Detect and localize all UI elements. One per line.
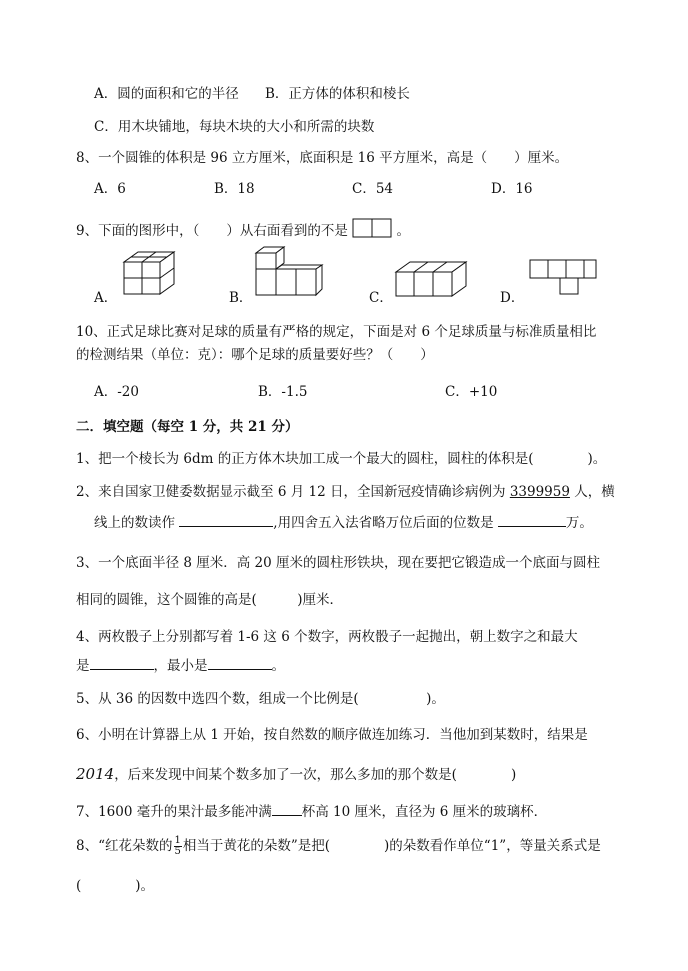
fill-q4-end: 。 <box>271 658 285 674</box>
fraction-numerator: 1 <box>174 835 181 846</box>
fill-q2-line1 <box>76 480 615 500</box>
fill-q7-text-end: 杯高 10 厘米，直径为 6 厘米的玻璃杯． <box>301 804 548 820</box>
fill-q4-min-label: ，最小是 <box>153 658 208 674</box>
fill-q3-line1: 3、一个底面半径 8 厘米．高 20 厘米的圆柱形铁块，现在要把它锻造成一个底面与圆柱 <box>76 555 601 571</box>
fraction <box>174 836 182 857</box>
section-title: 二．填空题（每空 1 分，共 21 分） <box>76 419 299 435</box>
q9-stem-text: 9、下面的图形中，（ ）从右面看到的不是 <box>76 223 348 239</box>
cube-figure-c <box>392 258 472 298</box>
fraction-denominator: 5 <box>174 846 181 857</box>
fill-q8-line2: ( )。 <box>76 878 155 894</box>
fill-q4-max-label: 是 <box>76 658 90 674</box>
fill-q4-line2 <box>76 654 285 674</box>
fill-q2-line2 <box>94 511 593 531</box>
fill-q6-line2 <box>76 763 516 783</box>
fill-q2-text-end: 人，横 <box>569 484 615 500</box>
q10-option-a: A．-20 <box>94 384 139 400</box>
answer-blank-max[interactable] <box>90 656 154 670</box>
fill-q8-text-end: 相当于黄花的朵数”是把( )的朵数看作单位“1”，等量关系式是 <box>182 838 601 854</box>
fill-q2-unit: 万。 <box>565 515 593 531</box>
fill-q5: 5、从 36 的因数中选四个数，组成一个比例是( )。 <box>76 691 445 707</box>
fill-q2-read-label: 线上的数读作 <box>94 515 180 531</box>
underlined-number: 3399959 <box>509 484 570 500</box>
q8-stem: 8、一个圆锥的体积是 96 立方厘米，底面积是 16 平方厘米，高是（ ）厘米。 <box>76 150 569 166</box>
q10-line1: 10、正式足球比赛对足球的质量有严格的规定，下面是对 6 个足球质量与标准质量相比 <box>76 324 597 340</box>
q8-option-a: A．6 <box>94 181 126 197</box>
handwritten-number: 2014 <box>76 765 115 783</box>
answer-blank-min[interactable] <box>208 656 272 670</box>
q7-option-c: C．用木块铺地，每块木块的大小和所需的块数 <box>94 119 375 135</box>
fill-q2-text: 2、来自国家卫健委数据显示截至 6 月 12 日，全国新冠疫情确诊病例为 <box>76 484 510 500</box>
q9-option-c: C． <box>369 290 393 306</box>
q9-option-b: B． <box>229 290 253 306</box>
fill-q3-line2: 相同的圆锥，这个圆锥的高是( )厘米． <box>76 592 344 608</box>
fill-q6-text: ，后来发现中间某个数多加了一次，那么多加的那个数是( ) <box>114 767 517 783</box>
fill-q6-line1: 6、小明在计算器上从 1 开始，按自然数的顺序做连加练习．当他加到某数时，结果是 <box>76 727 588 743</box>
fill-q8-text: 8、“红花朵数的 <box>76 838 173 854</box>
q9-stem <box>76 218 410 239</box>
fill-q4-line1: 4、两枚骰子上分别都写着 1-6 这 6 个数字，两枚骰子一起抛出，朝上数字之和最大 <box>76 629 578 645</box>
q10-option-c: C．+10 <box>445 384 498 400</box>
fill-q1: 1、把一个棱长为 6dm 的正方体木块加工成一个最大的圆柱，圆柱的体积是( )。 <box>76 451 607 467</box>
q8-option-c: C．54 <box>352 181 394 197</box>
q10-line2: 的检测结果（单位：克）：哪个足球的质量要好些？（ ） <box>76 347 434 363</box>
cube-figure-a <box>112 246 182 296</box>
fill-q2-round-label: ,用四舍五入法省略万位后面的位数是 <box>273 515 498 531</box>
fill-q7-text: 7、1600 毫升的果汁最多能冲满 <box>76 804 272 820</box>
answer-blank-round[interactable] <box>498 513 566 527</box>
answer-blank-cups[interactable] <box>272 802 302 816</box>
q7-option-b: B．正方体的体积和棱长 <box>265 86 410 102</box>
fill-q8-line1 <box>76 834 601 857</box>
two-squares-figure <box>352 218 392 238</box>
q9-option-a: A． <box>94 290 118 306</box>
answer-blank-read[interactable] <box>179 513 273 527</box>
cube-figure-d <box>526 256 602 296</box>
q9-option-d: D． <box>500 290 525 306</box>
q8-option-d: D．16 <box>491 181 533 197</box>
q7-option-a: A．圆的面积和它的半径 <box>94 86 239 102</box>
fill-q7 <box>76 800 547 820</box>
q8-option-b: B．18 <box>214 181 255 197</box>
cube-figure-b <box>250 245 330 297</box>
q9-stem-end: 。 <box>396 223 410 239</box>
q10-option-b: B．-1.5 <box>258 384 308 400</box>
